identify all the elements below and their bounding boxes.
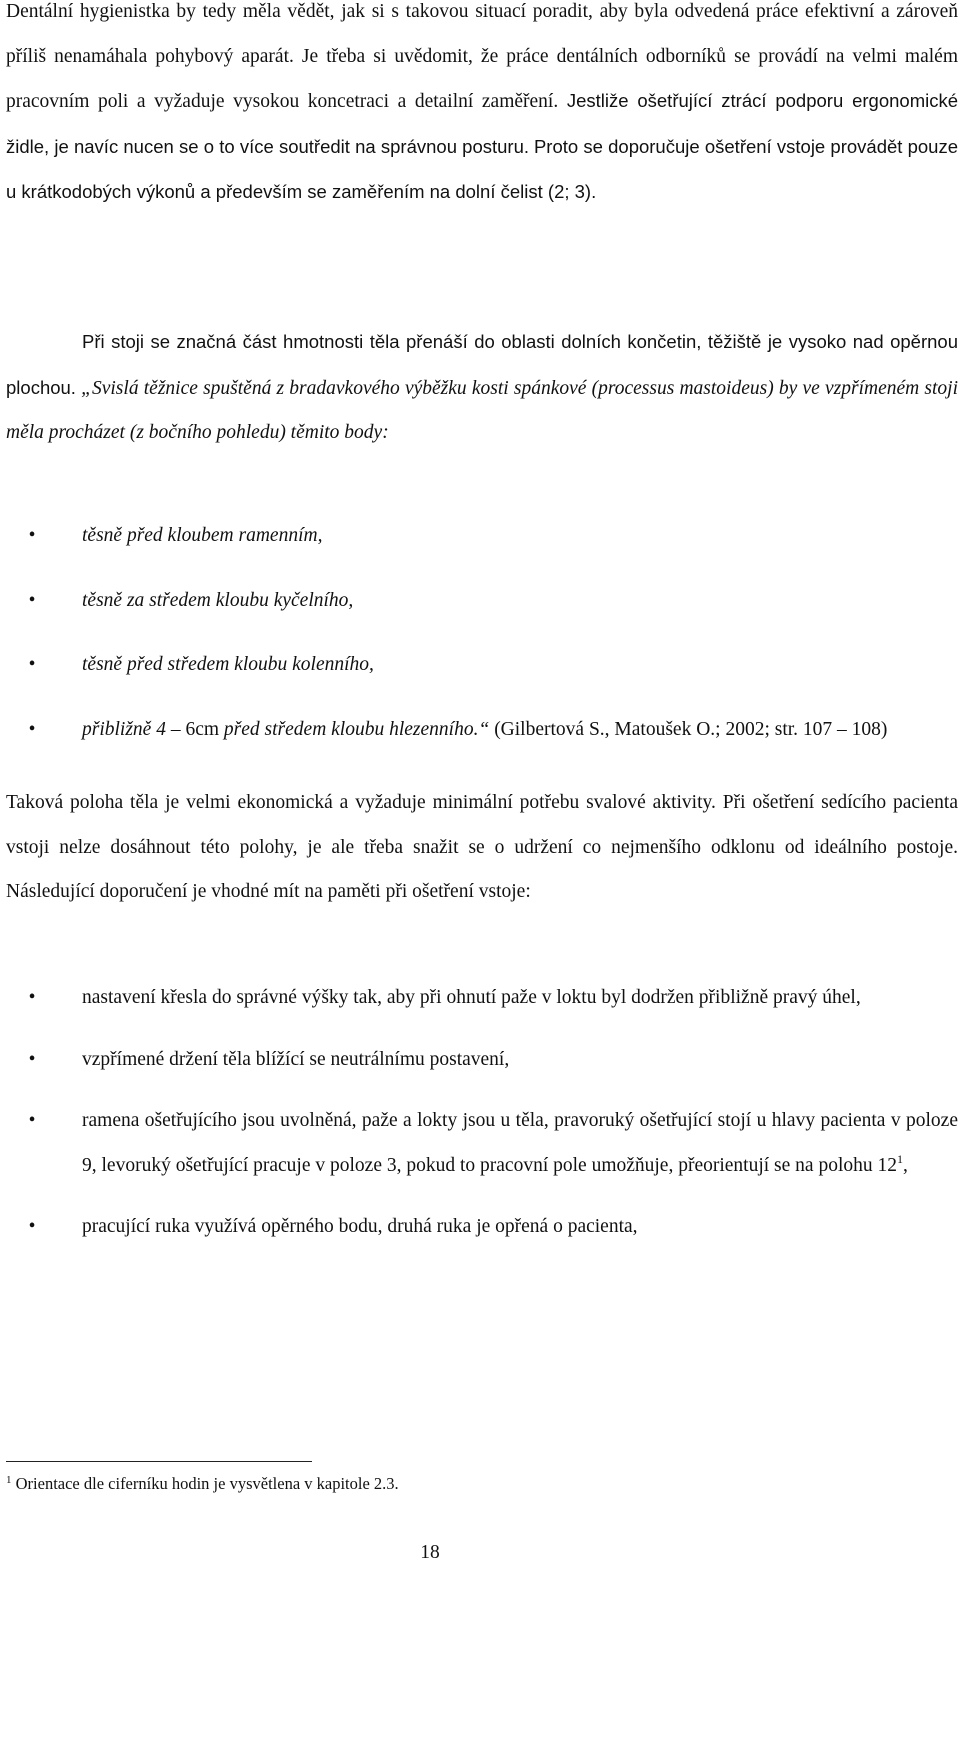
plumb-line-points-list <box>6 514 958 772</box>
list-item-text: vzpřímené držení těla blížící se neutrálnímu postavení, <box>82 1048 510 1070</box>
list-item-text: těsně za středem kloubu kyčelního, <box>82 589 354 611</box>
list-item-text: těsně před kloubem ramenním, <box>82 525 323 546</box>
list-item <box>6 708 958 753</box>
list-item-text: těsně před středem kloubu kolenního, <box>82 654 374 675</box>
list-item-text: nastavení křesla do správné výšky tak, aby při ohnutí paže v loktu byl dodržen přibližně pravý úhel, <box>82 987 861 1008</box>
paragraph-standing-weight-text: Při stoji se značná část hmotnosti těla přenáší do oblasti dolních končetin, těžiště je vysoko nad opěrnou plochou. <box>6 331 958 398</box>
footnote-reference[interactable]: 1 <box>897 1151 904 1166</box>
paragraph-posture-intro-part-2: Jestliže ošetřující ztrácí podporu ergonomické židle, je navíc nucen se o to více soutředit na správnou posturu. <box>6 90 959 157</box>
bullet-icon: • <box>28 589 36 611</box>
list-item-text-part-2: 6cm <box>185 718 220 740</box>
paragraph-economic-posture-text: Taková poloha těla je velmi ekonomická a vyžaduje minimální potřebu svalové aktivity. Při ošetření sedícího pacienta vstoji nelze dosáhnout této polohy, je ale třeba snažit se o udržení co nejmenšího odklonu od ideálního postoje. Následující doporučení je vhodné mít na paměti při ošetření vstoje: <box>6 792 958 902</box>
paragraph-standing-weight <box>6 320 958 456</box>
footnote-mark: 1 <box>6 1474 12 1486</box>
paragraph-posture-intro-part-1: Dentální hygienistka by tedy měla vědět, jak si s takovou situací poradit, aby byla odvedená práce efektivní a zároveň příliš nenamáhala pohybový aparát. Je třeba si uvědomit, že práce dentálních odborníků se provádí na velmi malém pracovním poli a vyžaduje vysokou koncetraci a detailní zaměření. <box>6 1 958 112</box>
page-number: 18 <box>420 1542 440 1563</box>
quote-plumb-line: „Svislá těžnice spuštěná z bradavkového výběžku kosti spánkové (processus mastoideus) by ve vzpřímeném stoji měla procházet (z bočního pohledu) těmito body: <box>6 377 958 443</box>
bullet-icon: • <box>28 654 36 675</box>
list-item <box>6 1099 958 1188</box>
bullet-icon: • <box>28 525 36 546</box>
list-item-text-part-1: přibližně 4 – <box>82 718 181 740</box>
list-item <box>6 514 958 559</box>
list-item <box>6 579 958 624</box>
list-item <box>6 1205 958 1250</box>
footnote-separator <box>6 1461 312 1462</box>
list-item <box>6 643 958 688</box>
paragraph-economic-posture <box>6 781 958 915</box>
footnote-text: Orientace dle ciferníku hodin je vysvětlena v kapitole 2.3. <box>15 1474 399 1493</box>
list-item-text-end: , <box>903 1154 908 1176</box>
footnote <box>6 1470 399 1498</box>
bullet-icon: • <box>28 987 36 1008</box>
paragraph-posture-intro <box>6 0 958 216</box>
paragraph-posture-intro-part-3: Proto se doporučuje ošetření vstoje provádět pouze u krátkodobých výkonů a především se zaměřením na dolní čelist (2; 3). <box>6 135 959 202</box>
list-item-text: ramena ošetřujícího jsou uvolněná, paže a lokty jsou u těla, pravoruký ošetřující stojí u hlavy pacienta v poloze 9, levoruký ošetřující pracuje v poloze 3, pokud to pracovní pole umožňuje, přeorientují se na polohu 12 <box>82 1110 958 1176</box>
list-item-text-part-3: před středem kloubu hlezenního.“ <box>223 718 490 740</box>
standing-recommendations-list <box>6 976 958 1267</box>
bullet-icon: • <box>28 1048 36 1070</box>
bullet-icon: • <box>28 1216 36 1237</box>
bullet-icon: • <box>28 1110 36 1131</box>
citation: (Gilbertová S., Matoušek O.; 2002; str. 107 – 108) <box>494 718 888 740</box>
list-item <box>6 1038 958 1083</box>
list-item <box>6 976 958 1021</box>
bullet-icon: • <box>28 718 36 740</box>
list-item-text: pracující ruka využívá opěrného bodu, druhá ruka je opřená o pacienta, <box>82 1216 638 1237</box>
